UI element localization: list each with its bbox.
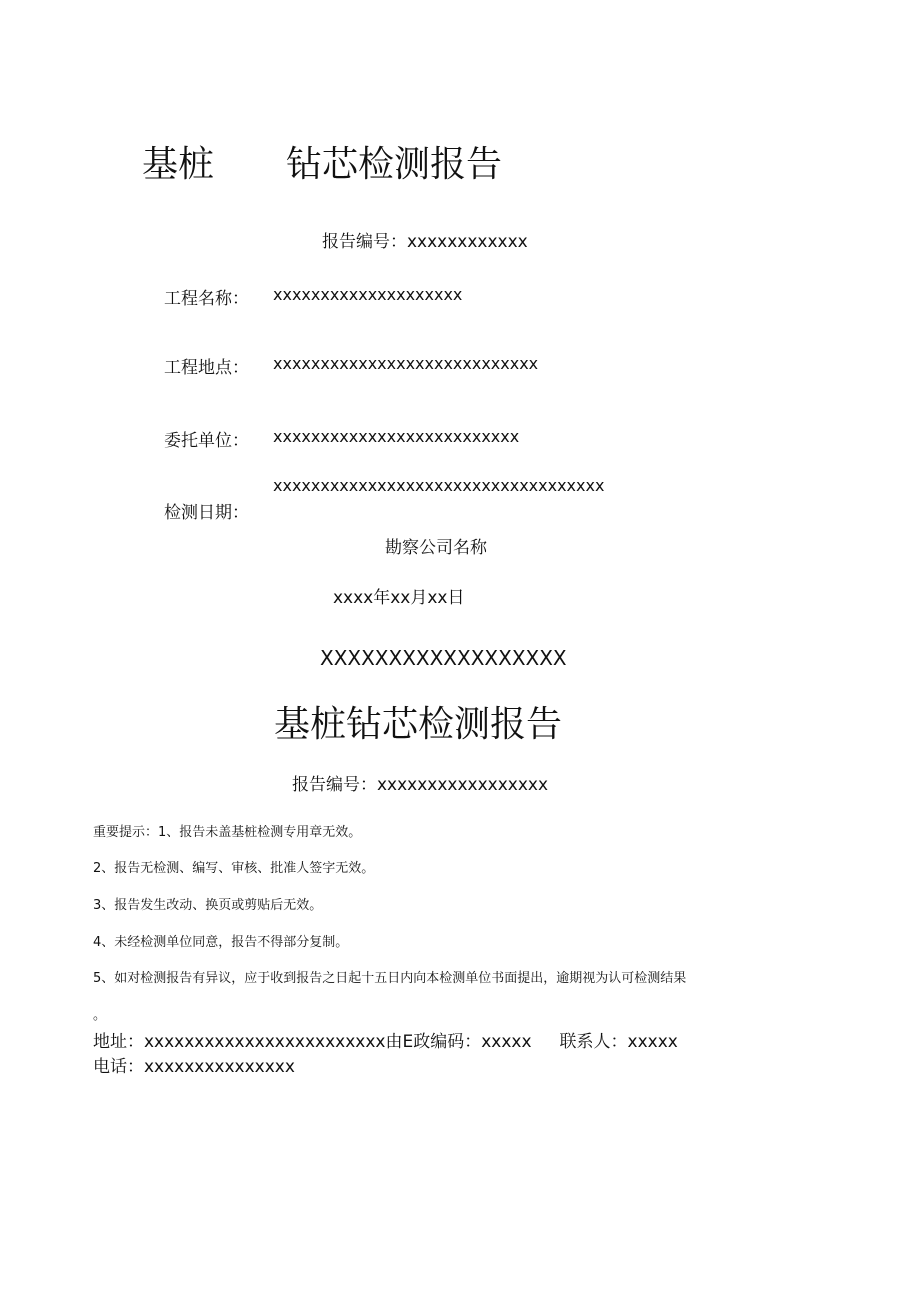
phone-value: xxxxxxxxxxxxxxx: [144, 1057, 295, 1077]
test-date-value: xxxxxxxxxxxxxxxxxxxxxxxxxxxxxxxxxxx: [273, 476, 605, 495]
project-name-label: 工程名称：: [164, 289, 249, 309]
phone-label: 电话：: [93, 1057, 144, 1077]
notice-line: 3、报告发生改动、换页或剪贴后无效。: [93, 898, 323, 913]
cover-title-part1: 基桩: [142, 144, 215, 185]
project-location-value: xxxxxxxxxxxxxxxxxxxxxxxxxxxx: [273, 354, 539, 373]
notice-line: 。: [93, 1008, 107, 1023]
project-location-label: 工程地点：: [164, 358, 249, 378]
cover-title-part2: 钻芯检测报告: [286, 144, 503, 185]
report-number-label: 报告编号：: [292, 775, 377, 795]
address-label: 地址：: [93, 1032, 144, 1052]
company-name: 勘察公司名称: [385, 538, 487, 558]
project-name-value: xxxxxxxxxxxxxxxxxxxx: [273, 285, 463, 304]
report-number-2: [292, 770, 548, 795]
report-title: 基桩钻芯检测报告: [274, 704, 563, 745]
client-label: 委托单位：: [164, 431, 249, 451]
report-number-label: 报告编号：: [322, 232, 407, 252]
cover-report-number: [322, 227, 528, 252]
notice-line: 4、未经检测单位同意，报告不得部分复制。: [93, 935, 349, 950]
report-number-value: xxxxxxxxxxxx: [407, 232, 528, 252]
report-date: xxxx年xx月xx日: [333, 588, 465, 608]
notice-line: 2、报告无检测、编写、审核、批准人签字无效。: [93, 861, 375, 876]
notice-line: 5、如对检测报告有异议，应于收到报告之日起十五日内向本检测单位书面提出，逾期视为认可检测结果: [93, 971, 687, 986]
postcode-value: xxxxx: [481, 1032, 532, 1052]
contact-value: xxxxx: [627, 1032, 678, 1052]
document-code: XXXXXXXXXXXXXXXXXX: [320, 646, 567, 670]
contact-label: 联系人：: [559, 1032, 628, 1052]
address-value: xxxxxxxxxxxxxxxxxxxxxxxx: [144, 1032, 386, 1052]
notice-line: 重要提示：1、报告未盖基桩检测专用章无效。: [93, 825, 362, 840]
client-value: xxxxxxxxxxxxxxxxxxxxxxxxxx: [273, 427, 520, 446]
report-number-value: xxxxxxxxxxxxxxxxx: [377, 775, 549, 795]
test-date-label: 检测日期：: [164, 503, 249, 523]
footer-phone-line: [93, 1052, 295, 1077]
footer-address-line: [93, 1027, 678, 1052]
postcode-label: 由E政编码：: [385, 1032, 482, 1052]
